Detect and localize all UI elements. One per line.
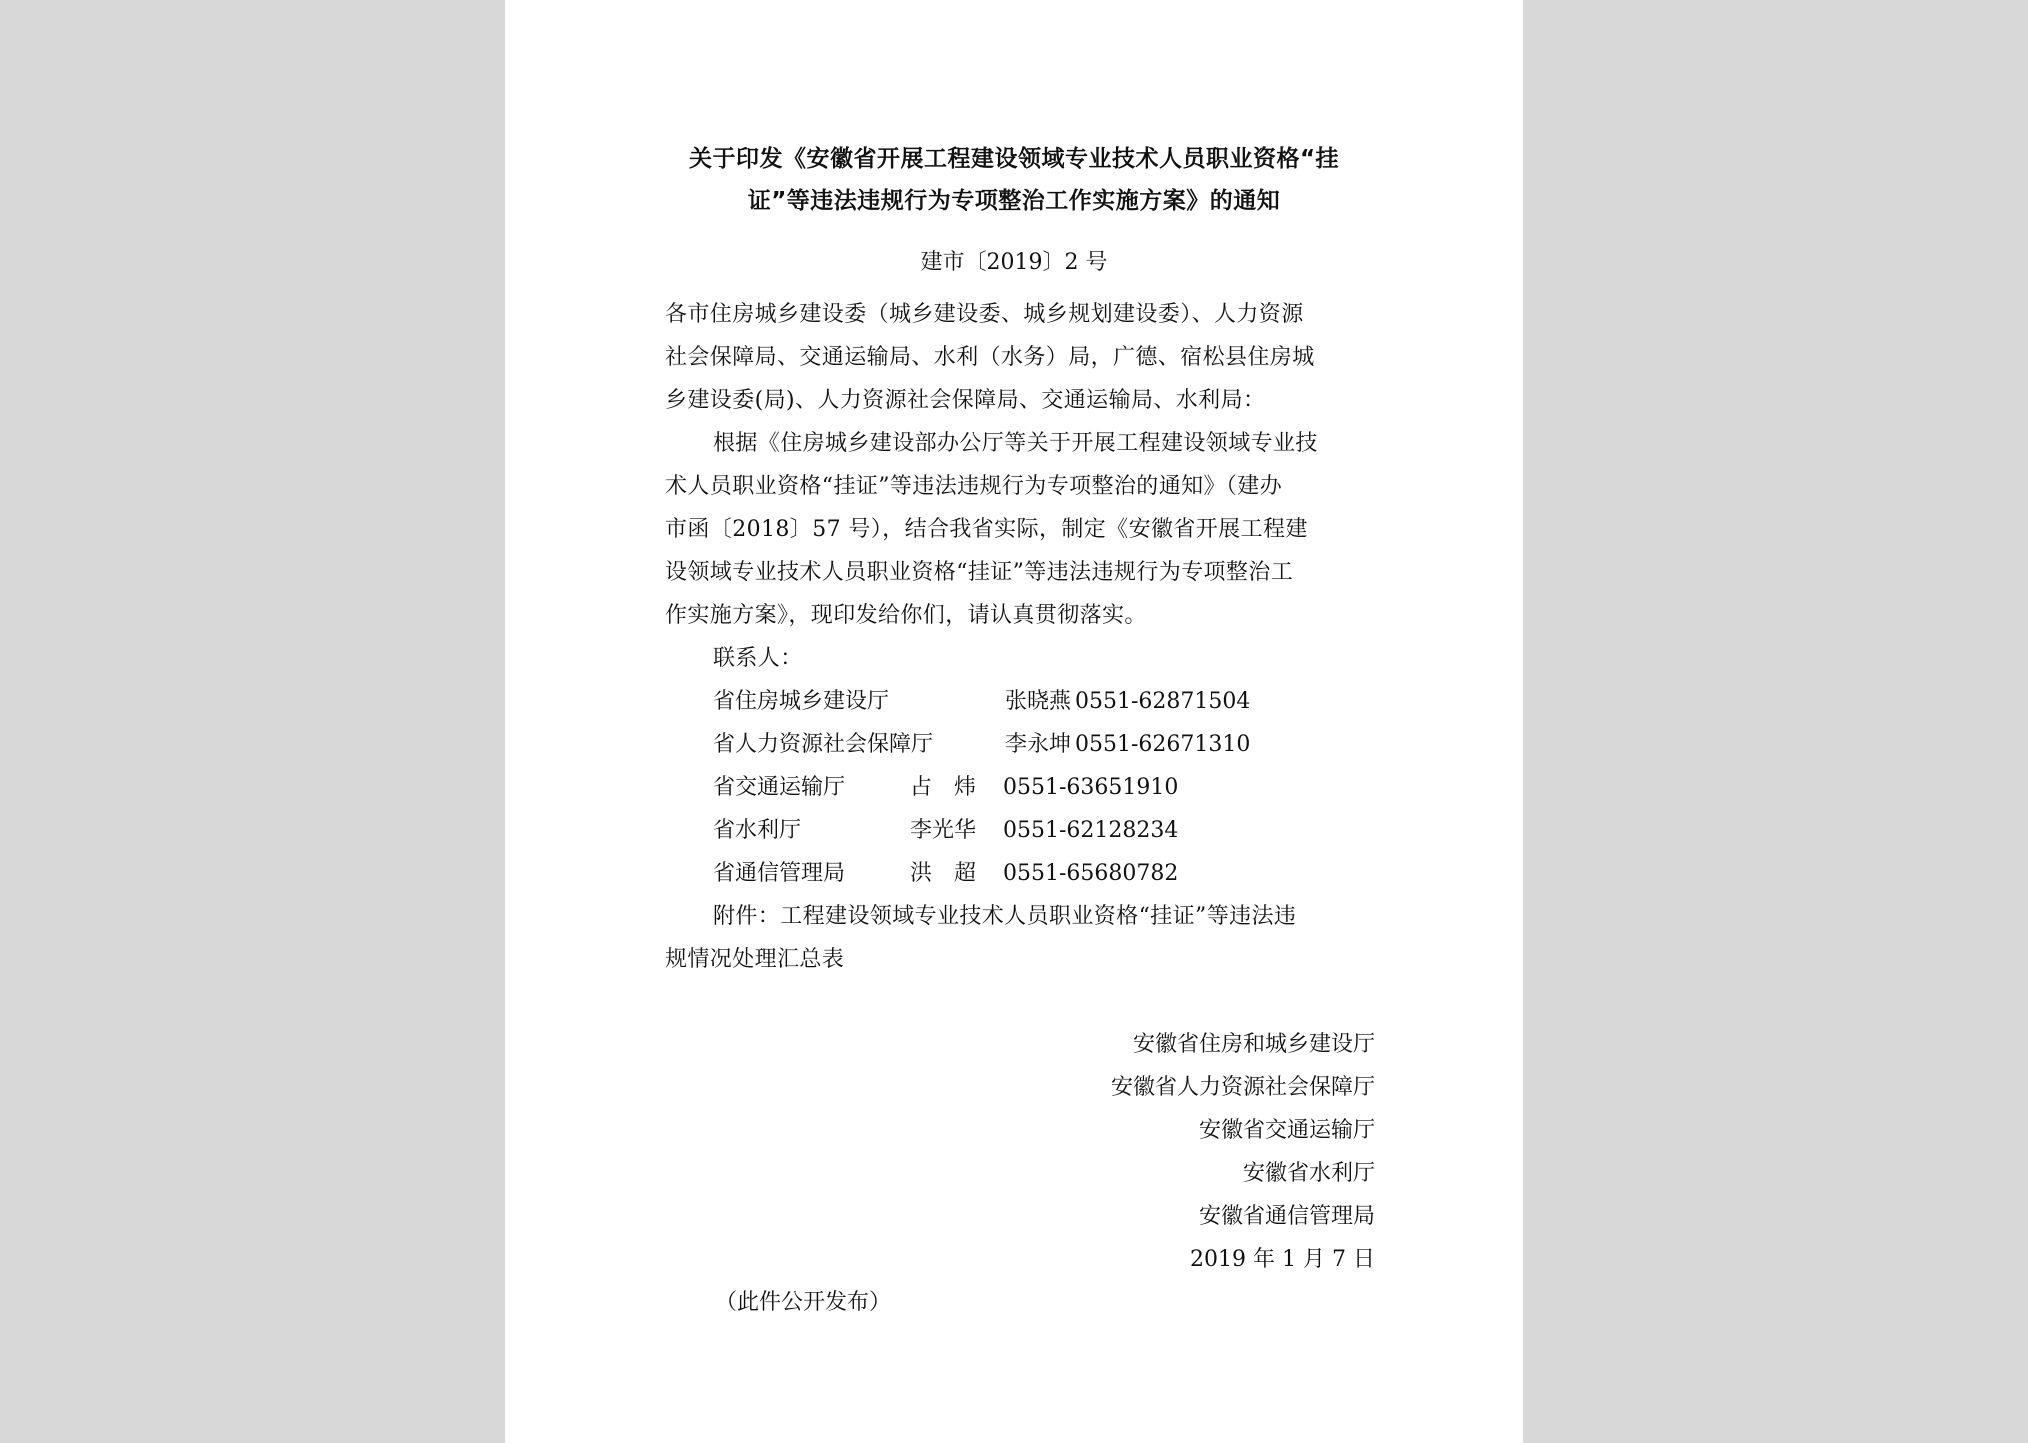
body-paragraph-line: 作实施方案》，现印发给你们，请认真贯彻落实。: [665, 603, 1147, 628]
signatory: 安徽省人力资源社会保障厅: [1110, 1075, 1375, 1100]
contact-name: 张晓燕: [1005, 689, 1072, 714]
document-number: 建市〔2019〕2 号: [920, 250, 1108, 275]
signatory: 安徽省通信管理局: [1198, 1204, 1375, 1229]
document-date: 2019 年 1 月 7 日: [1190, 1247, 1375, 1272]
body-paragraph-line: 市函〔2018〕57 号），结合我省实际，制定《安徽省开展工程建: [665, 517, 1308, 542]
contact-phone: 0551-65680782: [1003, 861, 1179, 886]
body-paragraph-line: 设领域专业技术人员职业资格“挂证”等违法违规行为专项整治工: [665, 560, 1294, 585]
addressee-line: 社会保障局、交通运输局、水利（水务）局，广德、宿松县住房城: [665, 345, 1315, 370]
contact-label: 联系人：: [713, 646, 803, 671]
contact-org: 省通信管理局: [713, 861, 846, 886]
document-title: [651, 138, 1377, 222]
body-paragraph-line: 术人员职业资格“挂证”等违法违规行为专项整治的通知》（建办: [665, 474, 1283, 499]
signatory: 安徽省交通运输厅: [1198, 1118, 1375, 1143]
attachment-line: 附件：工程建设领域专业技术人员职业资格“挂证”等违法违: [713, 904, 1297, 929]
contact-name: 占 炜: [910, 775, 977, 800]
contact-org: 省住房城乡建设厅: [713, 689, 890, 714]
contact-phone: 0551-63651910: [1003, 775, 1179, 800]
signatory: 安徽省住房和城乡建设厅: [1132, 1032, 1375, 1057]
contact-org: 省交通运输厅: [713, 775, 846, 800]
attachment-line: 规情况处理汇总表: [665, 947, 845, 972]
contact-name: 李永坤: [1005, 732, 1072, 757]
title-line: 证”等违法违规行为专项整治工作实施方案》的通知: [747, 188, 1281, 214]
addressee-line: 各市住房城乡建设委（城乡建设委、城乡规划建设委）、人力资源: [665, 302, 1304, 327]
contact-name: 李光华: [910, 818, 977, 843]
publication-note: （此件公开发布）: [715, 1290, 892, 1315]
addressee-line: 乡建设委(局)、人力资源社会保障局、交通运输局、水利局：: [665, 388, 1266, 413]
contact-org: 省水利厅: [713, 818, 802, 843]
title-line: 关于印发《安徽省开展工程建设领域专业技术人员职业资格“挂: [688, 146, 1340, 172]
contact-name: 洪 超: [910, 861, 977, 886]
contact-phone: 0551-62871504: [1075, 689, 1251, 714]
contact-phone: 0551-62671310: [1075, 732, 1251, 757]
contact-org: 省人力资源社会保障厅: [713, 732, 934, 757]
contact-phone: 0551-62128234: [1003, 818, 1179, 843]
document-page: [505, 0, 1523, 1443]
body-paragraph-line: 根据《住房城乡建设部办公厅等关于开展工程建设领域专业技: [713, 431, 1318, 456]
signatory: 安徽省水利厅: [1242, 1161, 1375, 1186]
